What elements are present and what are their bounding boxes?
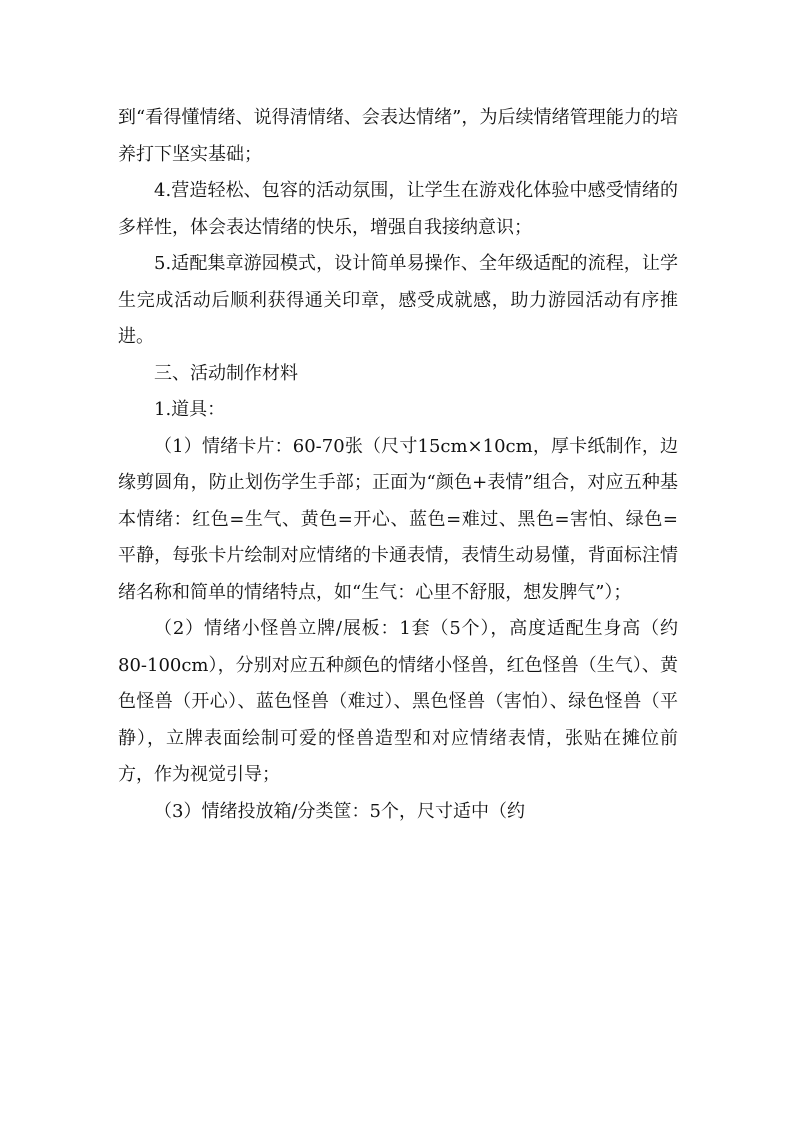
paragraph-goal-4: 4.营造轻松、包容的活动氛围，让学生在游戏化体验中感受情绪的多样性，体会表达情绪的快乐，增强自我接纳意识； xyxy=(118,180,678,238)
paragraph-goal-5: 5.适配集章游园模式，设计简单易操作、全年级适配的流程，让学生完成活动后顺利获得通关印章，感受成就感，助力游园活动有序推进。 xyxy=(118,253,678,347)
paragraph-continuation: 到“看得懂情绪、说得清情绪、会表达情绪”，为后续情绪管理能力的培养打下坚实基础； xyxy=(118,107,678,165)
section-heading-materials: 三、活动制作材料 xyxy=(154,362,298,384)
paragraph-monster-standees: （2）情绪小怪兽立牌/展板：1套（5个），高度适配生身高（约80-100cm），分别对应五种颜色的情绪小怪兽，红色怪兽（生气）、黄色怪兽（开心）、蓝色怪兽（难过）、黑色怪兽（害怕）、绿色怪兽（平静），立牌表面绘制可爱的怪兽造型和对应情绪表情，张贴在摊位前方，作为视觉引导； xyxy=(118,618,678,785)
paragraph-emotion-boxes: （3）情绪投放箱/分类筐：5个，尺寸适中（约 xyxy=(154,800,525,822)
document-body xyxy=(118,100,678,830)
paragraph-emotion-cards: （1）情绪卡片：60-70张（尺寸15cm×10cm，厚卡纸制作，边缘剪圆角，防止划伤学生手部；正面为“颜色+表情”组合，对应五种基本情绪：红色=生气、黄色=开心、蓝色=难过、黑色=害怕、绿色=平静，每张卡片绘制对应情绪的卡通表情，表情生动易懂，背面标注情绪名称和简单的情绪特点，如“生气：心里不舒服，想发脾气”）； xyxy=(118,435,678,603)
subheading-props: 1.道具： xyxy=(154,399,226,420)
